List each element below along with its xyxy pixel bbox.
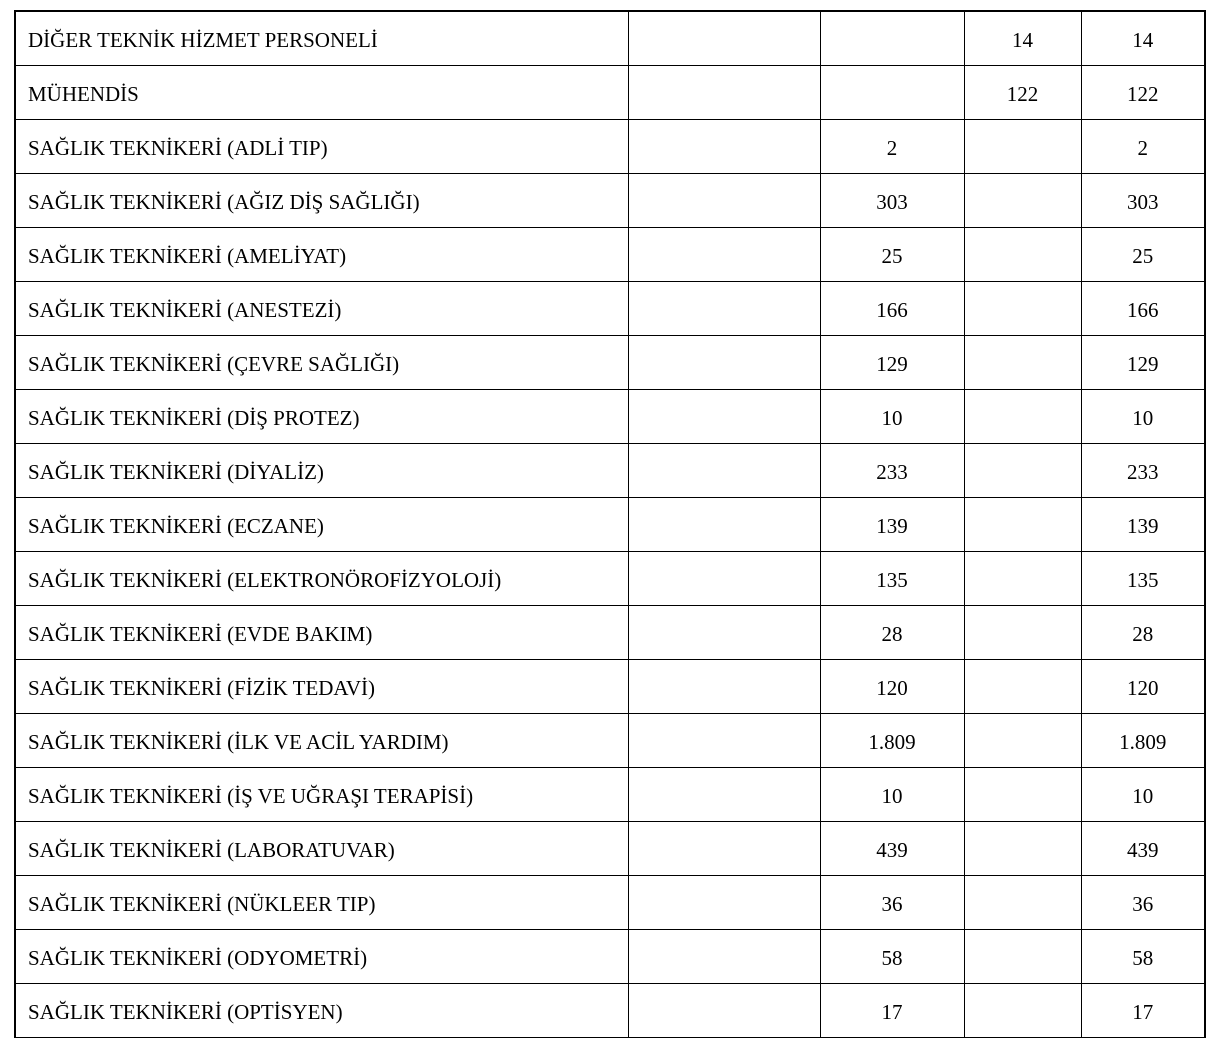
total-cell: 129 xyxy=(1081,336,1205,390)
count-cell-col2: 36 xyxy=(820,876,964,930)
total-cell: 28 xyxy=(1081,606,1205,660)
table-row xyxy=(15,336,1205,390)
position-title-cell: SAĞLIK TEKNİKERİ (ODYOMETRİ) xyxy=(15,930,628,984)
total-cell: 10 xyxy=(1081,768,1205,822)
total-cell: 1.809 xyxy=(1081,714,1205,768)
count-cell-col3 xyxy=(964,660,1081,714)
total-cell: 122 xyxy=(1081,66,1205,120)
count-cell-col3 xyxy=(964,336,1081,390)
position-title-cell: SAĞLIK TEKNİKERİ (DİŞ PROTEZ) xyxy=(15,390,628,444)
count-cell-col2 xyxy=(820,66,964,120)
count-cell-col2: 120 xyxy=(820,660,964,714)
count-cell-col2: 28 xyxy=(820,606,964,660)
count-cell-col2: 135 xyxy=(820,552,964,606)
count-cell-col3 xyxy=(964,120,1081,174)
total-cell: 439 xyxy=(1081,822,1205,876)
count-cell-col1 xyxy=(628,336,820,390)
count-cell-col1 xyxy=(628,660,820,714)
count-cell-col2: 139 xyxy=(820,498,964,552)
table-row xyxy=(15,66,1205,120)
position-title-cell: SAĞLIK TEKNİKERİ (ECZANE) xyxy=(15,498,628,552)
count-cell-col1 xyxy=(628,768,820,822)
position-title-cell: SAĞLIK TEKNİKERİ (AMELİYAT) xyxy=(15,228,628,282)
count-cell-col1 xyxy=(628,876,820,930)
total-cell: 120 xyxy=(1081,660,1205,714)
count-cell-col3 xyxy=(964,714,1081,768)
total-cell: 233 xyxy=(1081,444,1205,498)
count-cell-col3 xyxy=(964,984,1081,1038)
position-title-cell: SAĞLIK TEKNİKERİ (OPTİSYEN) xyxy=(15,984,628,1038)
table-row xyxy=(15,174,1205,228)
position-title-cell: SAĞLIK TEKNİKERİ (İŞ VE UĞRAŞI TERAPİSİ) xyxy=(15,768,628,822)
table-row xyxy=(15,228,1205,282)
count-cell-col1 xyxy=(628,120,820,174)
count-cell-col1 xyxy=(628,390,820,444)
count-cell-col3 xyxy=(964,444,1081,498)
table-row xyxy=(15,498,1205,552)
total-cell: 58 xyxy=(1081,930,1205,984)
total-cell: 166 xyxy=(1081,282,1205,336)
count-cell-col3 xyxy=(964,606,1081,660)
count-cell-col2: 1.809 xyxy=(820,714,964,768)
count-cell-col3 xyxy=(964,552,1081,606)
count-cell-col1 xyxy=(628,228,820,282)
count-cell-col3: 122 xyxy=(964,66,1081,120)
table-row xyxy=(15,606,1205,660)
count-cell-col3 xyxy=(964,930,1081,984)
count-cell-col2: 25 xyxy=(820,228,964,282)
position-title-cell: SAĞLIK TEKNİKERİ (İLK VE ACİL YARDIM) xyxy=(15,714,628,768)
count-cell-col2: 303 xyxy=(820,174,964,228)
count-cell-col1 xyxy=(628,822,820,876)
count-cell-col3 xyxy=(964,822,1081,876)
count-cell-col2: 58 xyxy=(820,930,964,984)
count-cell-col2: 129 xyxy=(820,336,964,390)
position-title-cell: SAĞLIK TEKNİKERİ (DİYALİZ) xyxy=(15,444,628,498)
count-cell-col1 xyxy=(628,11,820,66)
total-cell: 135 xyxy=(1081,552,1205,606)
count-cell-col2: 439 xyxy=(820,822,964,876)
table-row xyxy=(15,822,1205,876)
position-title-cell: SAĞLIK TEKNİKERİ (LABORATUVAR) xyxy=(15,822,628,876)
table-row xyxy=(15,930,1205,984)
count-cell-col3: 14 xyxy=(964,11,1081,66)
count-cell-col2: 2 xyxy=(820,120,964,174)
count-cell-col2: 10 xyxy=(820,768,964,822)
count-cell-col1 xyxy=(628,444,820,498)
table-row xyxy=(15,282,1205,336)
table-body xyxy=(15,11,1205,1038)
position-title-cell: SAĞLIK TEKNİKERİ (ELEKTRONÖROFİZYOLOJİ) xyxy=(15,552,628,606)
position-title-cell: MÜHENDİS xyxy=(15,66,628,120)
total-cell: 36 xyxy=(1081,876,1205,930)
table-row xyxy=(15,390,1205,444)
staff-count-table xyxy=(14,10,1206,1038)
count-cell-col2: 17 xyxy=(820,984,964,1038)
table-row xyxy=(15,120,1205,174)
count-cell-col1 xyxy=(628,984,820,1038)
count-cell-col3 xyxy=(964,174,1081,228)
position-title-cell: SAĞLIK TEKNİKERİ (NÜKLEER TIP) xyxy=(15,876,628,930)
count-cell-col1 xyxy=(628,282,820,336)
table-row xyxy=(15,714,1205,768)
position-title-cell: SAĞLIK TEKNİKERİ (EVDE BAKIM) xyxy=(15,606,628,660)
count-cell-col1 xyxy=(628,498,820,552)
count-cell-col3 xyxy=(964,282,1081,336)
table-row xyxy=(15,876,1205,930)
count-cell-col3 xyxy=(964,498,1081,552)
count-cell-col2 xyxy=(820,11,964,66)
count-cell-col1 xyxy=(628,930,820,984)
count-cell-col1 xyxy=(628,606,820,660)
count-cell-col3 xyxy=(964,228,1081,282)
total-cell: 10 xyxy=(1081,390,1205,444)
count-cell-col2: 233 xyxy=(820,444,964,498)
position-title-cell: DİĞER TEKNİK HİZMET PERSONELİ xyxy=(15,11,628,66)
count-cell-col3 xyxy=(964,390,1081,444)
total-cell: 25 xyxy=(1081,228,1205,282)
total-cell: 14 xyxy=(1081,11,1205,66)
table-row xyxy=(15,768,1205,822)
count-cell-col1 xyxy=(628,174,820,228)
count-cell-col2: 166 xyxy=(820,282,964,336)
position-title-cell: SAĞLIK TEKNİKERİ (FİZİK TEDAVİ) xyxy=(15,660,628,714)
count-cell-col3 xyxy=(964,768,1081,822)
count-cell-col3 xyxy=(964,876,1081,930)
count-cell-col1 xyxy=(628,714,820,768)
position-title-cell: SAĞLIK TEKNİKERİ (ÇEVRE SAĞLIĞI) xyxy=(15,336,628,390)
count-cell-col2: 10 xyxy=(820,390,964,444)
table-row xyxy=(15,552,1205,606)
position-title-cell: SAĞLIK TEKNİKERİ (ANESTEZİ) xyxy=(15,282,628,336)
total-cell: 303 xyxy=(1081,174,1205,228)
table-row xyxy=(15,984,1205,1038)
total-cell: 2 xyxy=(1081,120,1205,174)
table-row xyxy=(15,660,1205,714)
table-row xyxy=(15,11,1205,66)
total-cell: 17 xyxy=(1081,984,1205,1038)
total-cell: 139 xyxy=(1081,498,1205,552)
table-row xyxy=(15,444,1205,498)
count-cell-col1 xyxy=(628,66,820,120)
count-cell-col1 xyxy=(628,552,820,606)
position-title-cell: SAĞLIK TEKNİKERİ (AĞIZ DİŞ SAĞLIĞI) xyxy=(15,174,628,228)
position-title-cell: SAĞLIK TEKNİKERİ (ADLİ TIP) xyxy=(15,120,628,174)
